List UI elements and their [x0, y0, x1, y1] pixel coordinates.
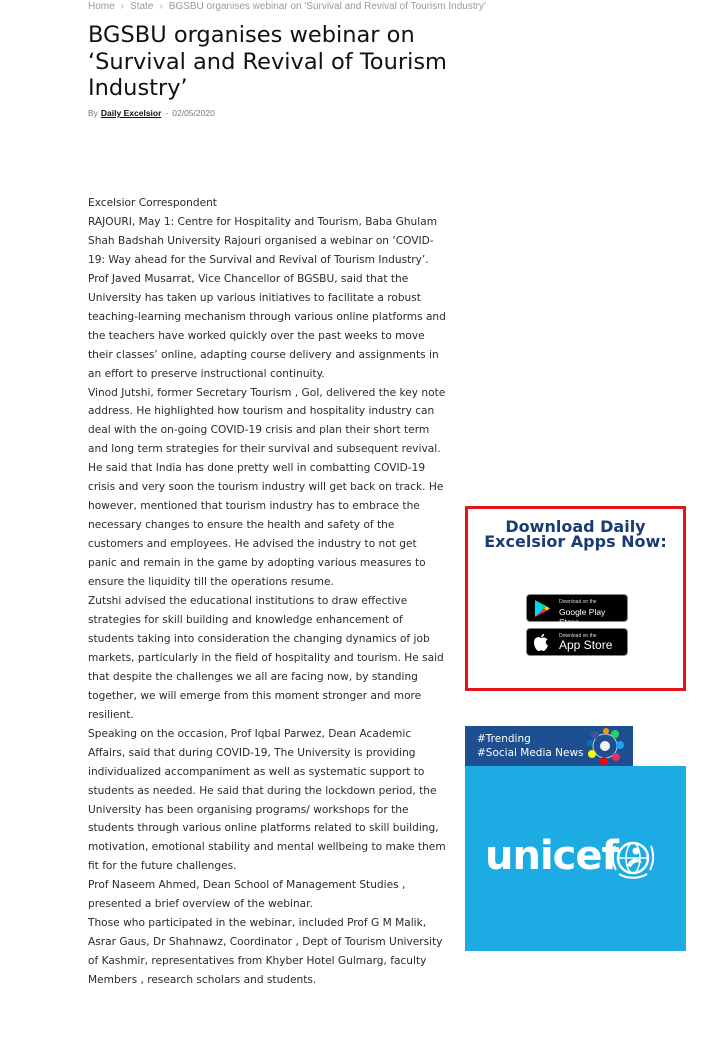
social-media-cluster-icon	[585, 727, 625, 765]
publish-date: 02/05/2020	[172, 108, 215, 118]
article-paragraph: Prof Naseem Ahmed, Dean School of Management Studies , presented a brief overview of the webinar.	[88, 879, 406, 911]
app-ad-heading	[468, 519, 683, 549]
article-meta	[88, 108, 215, 118]
trending-label: #Trending	[477, 733, 531, 745]
breadcrumb-home-link[interactable]: Home	[88, 1, 115, 12]
google-play-icon	[533, 599, 551, 618]
by-label: By	[88, 108, 98, 118]
unicef-wordmark: unicef	[485, 833, 618, 879]
unicef-banner[interactable]	[465, 766, 686, 951]
article-paragraph: Excelsior Correspondent	[88, 197, 217, 209]
unicef-emblem-icon	[609, 836, 657, 880]
trending-banner[interactable]	[465, 726, 633, 766]
app-download-ad	[465, 506, 686, 691]
social-media-news-label: #Social Media News	[477, 747, 584, 759]
app-store-small-text: Download on the	[559, 633, 597, 639]
article-paragraph: Prof Javed Musarrat, Vice Chancellor of BGSBU, said that the University has taken up various initiatives to facilitate a robust teaching-learning mechanism through various online platforms and the teachers have worked quickly over the past weeks to move their classes’ online, adapting course delivery and assignments in an effort to preserve instructional continuity.	[88, 272, 446, 380]
app-ad-heading-line1: Download Daily	[505, 517, 646, 536]
article-paragraph: Those who participated in the webinar, included Prof G M Malik, Asrar Gaus, Dr Shahnawz, Coordinator , Dept of Tourism University of Kashmir, representatives from Khyber Hotel Gulmarg, faculty Members , research scholars and students.	[88, 917, 443, 987]
article-paragraph: RAJOURI, May 1: Centre for Hospitality and Tourism, Baba Ghulam Shah Badshah University Rajouri organised a webinar on ‘COVID-19: Way ahead for the Survival and Revival of Tourism Industry’.	[88, 215, 438, 266]
article-body	[88, 194, 448, 990]
google-play-small-text: Download on the	[559, 599, 597, 605]
app-store-button[interactable]	[526, 628, 628, 656]
apple-icon	[533, 633, 549, 652]
article-paragraph: Zutshi advised the educational institutions to draw effective strategies for skill building and knowledge enhancement of students taking into consideration the changing dynamics of job markets, particularly in the field of hospitality and tourism. He said that despite the challenges we all are facing now, by standing together, we will emerge from this moment stronger and more resilient.	[88, 595, 444, 721]
breadcrumb-separator: ›	[120, 1, 125, 12]
google-play-button[interactable]	[526, 594, 628, 627]
author-link[interactable]: Daily Excelsior	[100, 108, 162, 118]
article-title: BGSBU organises webinar on ‘Survival and Revival of Tourism Industry’	[88, 22, 447, 101]
article-paragraph: Speaking on the occasion, Prof Iqbal Parwez, Dean Academic Affairs, said that during COVID-19, The University is providing individualized accompaniment as well as systematic support to students as needed. He said that during the lockdown period, the University has been organising programs/ workshops for the students through various online platforms related to skill building, motivation, emotional stability and mental wellbeing to make them fit for the future challenges.	[88, 727, 446, 873]
google-play-big-text: Google Play Store	[559, 607, 606, 627]
breadcrumb-section-link[interactable]: State	[130, 1, 154, 12]
breadcrumb	[88, 1, 486, 12]
date-separator: -	[165, 108, 169, 118]
breadcrumb-separator: ›	[159, 1, 163, 12]
breadcrumb-current: BGSBU organises webinar on 'Survival and Revival of Tourism Industry'	[168, 1, 486, 12]
app-store-big-text: App Store	[559, 638, 613, 652]
article-paragraph: Vinod Jutshi, former Secretary Tourism , GoI, delivered the key note address. He highlighted how tourism and hospitality industry can deal with the on-going COVID-19 crisis and plan their short term and long term strategies for their survival and subsequent revival. He said that India has done pretty well in combatting COVID-19 crisis and very soon the tourism industry will get back on track. He however, mentioned that tourism industry has to embrace the necessary changes to ensure the health and safety of the customers and employees. He advised the industry to not get panic and remain in the game by adopting various measures to ensure the liquidity till the operations resume.	[88, 386, 446, 589]
app-ad-heading-line2: Excelsior Apps Now:	[484, 532, 667, 551]
